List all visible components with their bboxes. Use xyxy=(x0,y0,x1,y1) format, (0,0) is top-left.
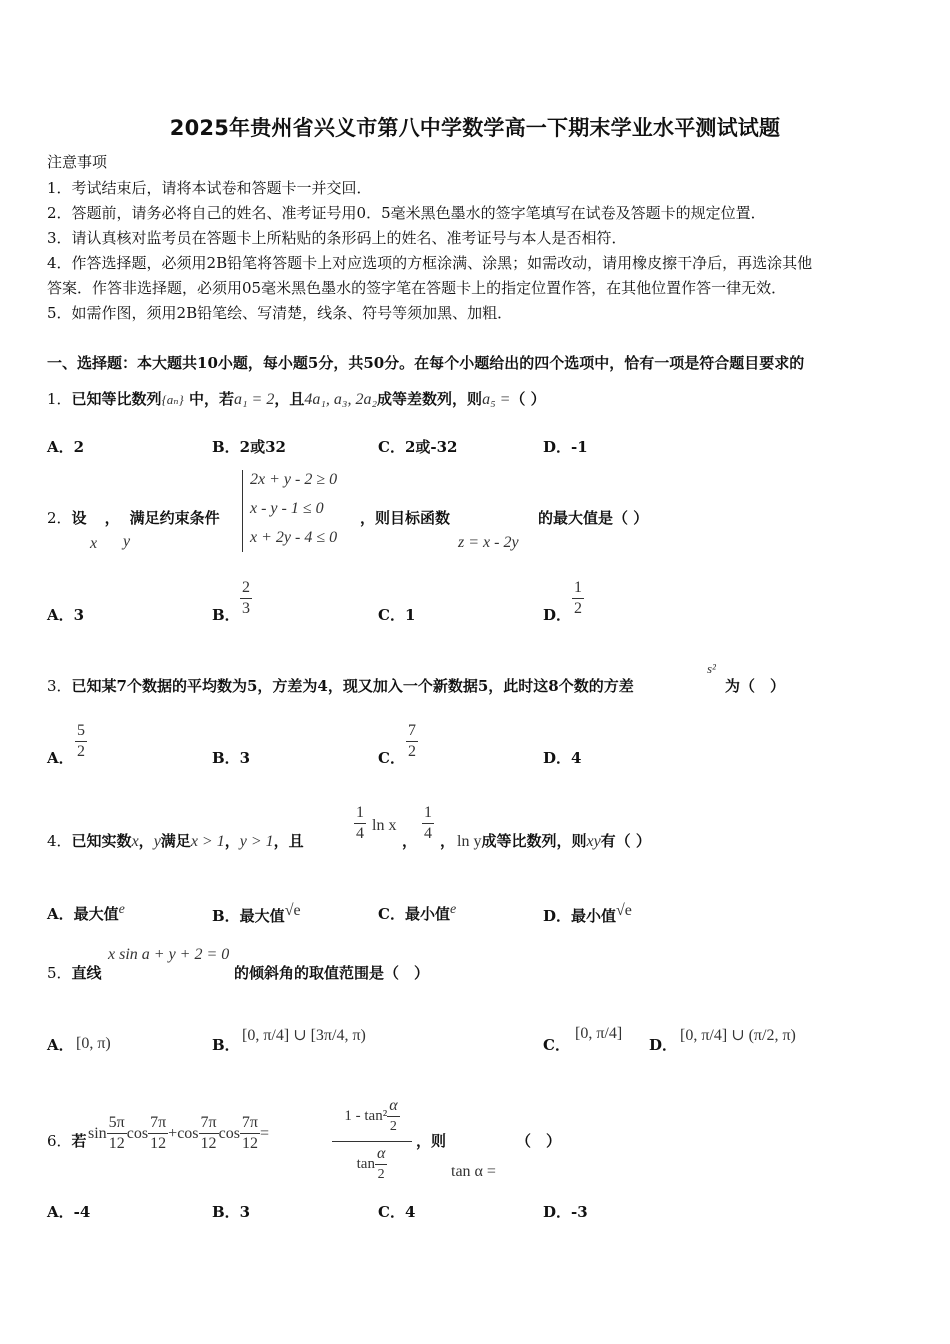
question-3: 3．已知某7个数据的平均数为5，方差为4，现又加入一个新数据5，此时这8个数的方差 xyxy=(47,677,634,695)
question-6: 6．若 xyxy=(47,1132,87,1150)
notice-item: 5．如需作图，须用2B铅笔绘、写清楚，线条、符号等须加黑、加粗． xyxy=(47,304,513,322)
q1-option-c[interactable]: C．2或-32 xyxy=(378,438,458,456)
q2-option-d[interactable]: D． xyxy=(543,606,572,624)
q3-option-b[interactable]: B．3 xyxy=(212,749,251,767)
question-4: 4．已知实数x，y满足x > 1，y > 1，且 xyxy=(47,832,304,850)
q5-text: 的倾斜角的取值范围是（ ） xyxy=(234,964,430,982)
question-1: 1．已知等比数列{aₙ} 中，若a₁ = 2，且4a₁, a₃, 2a₂成等差数列，则a₅ =（ ） xyxy=(47,390,546,408)
q2-var-y: y xyxy=(123,533,131,550)
q4-text: ln y成等比数列，则xy有（ ） xyxy=(457,832,651,850)
q2-constraint-brace xyxy=(242,470,243,552)
q5-option-c[interactable]: C． xyxy=(543,1036,570,1054)
q4-fraction-2: $\frac{1}{4}$ xyxy=(424,804,432,842)
q2-constraint: x + 2y - 4 ≤ 0 xyxy=(250,529,338,546)
q5-option-d[interactable]: D． xyxy=(649,1036,678,1054)
notice-heading: 注意事项 xyxy=(47,153,108,171)
q2-option-c[interactable]: C．1 xyxy=(378,606,416,624)
q3-variance-symbol: s² xyxy=(707,661,716,676)
q5-equation: x sin a + y + 2 = 0 xyxy=(108,946,230,963)
q2-text: ，则目标函数 xyxy=(360,509,451,527)
q3-option-c[interactable]: C． xyxy=(378,749,405,767)
q5-option-a[interactable]: A． xyxy=(47,1036,74,1054)
question-2: 2．设 ， 满足约束条件 xyxy=(47,509,220,527)
q4-option-b[interactable]: B．最大值√e xyxy=(212,902,301,925)
q3-text: 为（ ） xyxy=(725,677,786,695)
notice-item: 3．请认真核对监考员在答题卡上所粘贴的条形码上的姓名、准考证号与本人是否相符． xyxy=(47,229,627,247)
notice-item: 答案．作答非选择题，必须用05毫米黑色墨水的签字笔在答题卡上的指定位置作答，在其他位置作答一律无效． xyxy=(47,279,787,297)
q2-constraint: x - y - 1 ≤ 0 xyxy=(250,500,324,517)
q4-comma: ， xyxy=(402,832,418,850)
q4-ln-x: ln x xyxy=(372,817,397,834)
q6-equation: sin $\frac{5\pi}{12}$ cos $\frac{7\pi}{12}$ +cos $\frac{7\pi}{12}$ cos $\frac{7\pi}{12}$ = xyxy=(88,1114,270,1152)
q6-option-a[interactable]: A．-4 xyxy=(47,1203,91,1221)
notice-item: 4．作答选择题，必须用2B铅笔将答题卡上对应选项的方框涂满、涂黑；如需改动，请用橡皮擦干净后，再选涂其他 xyxy=(47,254,813,272)
q2-option-b[interactable]: B． xyxy=(212,606,240,624)
q2-option-b-fraction: $\frac{2}{3}$ xyxy=(242,579,250,617)
q6-option-c[interactable]: C．4 xyxy=(378,1203,416,1221)
q4-fraction-1: $\frac{1}{4}$ xyxy=(356,804,364,842)
q3-option-a-fraction: $\frac{5}{2}$ xyxy=(77,722,85,760)
notice-item: 1．考试结束后，请将本试卷和答题卡一并交回． xyxy=(47,179,372,197)
q5-option-a-value: [0, π) xyxy=(76,1035,111,1052)
q4-option-d[interactable]: D．最小值√e xyxy=(543,902,632,925)
section-heading: 一、选择题：本大题共10小题，每小题5分，共50分。在每个小题给出的四个选项中，恰有一项是符合题目要求的 xyxy=(47,354,805,372)
q2-objective: z = x - 2y xyxy=(458,534,519,551)
q6-big-fraction: 1 - tan² $\frac{\alpha}{2}$ tan $\frac{\alpha}{2}$ xyxy=(332,1096,412,1185)
q1-option-b[interactable]: B．2或32 xyxy=(212,438,286,456)
q6-option-b[interactable]: B．3 xyxy=(212,1203,251,1221)
q6-target: tan α = xyxy=(451,1163,496,1180)
q5-option-b[interactable]: B． xyxy=(212,1036,240,1054)
q4-comma: ， xyxy=(440,832,456,850)
q5-option-d-value: [0, π/4] ∪ (π/2, π) xyxy=(680,1027,796,1044)
q3-option-a[interactable]: A． xyxy=(47,749,74,767)
q2-option-a[interactable]: A．3 xyxy=(47,606,85,624)
q1-option-a[interactable]: A．2 xyxy=(47,438,85,456)
q3-option-c-fraction: $\frac{7}{2}$ xyxy=(408,722,416,760)
q2-text: 的最大值是（ ） xyxy=(538,509,649,527)
q6-text: ，则 xyxy=(416,1132,447,1150)
q6-paren: （ ） xyxy=(516,1132,562,1150)
notice-item: 2．答题前，请务必将自己的姓名、准考证号用0．5毫米黑色墨水的签字笔填写在试卷及答题卡的规定位置． xyxy=(47,204,766,222)
q4-option-a[interactable]: A．最大值e xyxy=(47,902,125,923)
q5-option-b-value: [0, π/4] ∪ [3π/4, π) xyxy=(242,1027,366,1044)
q6-option-d[interactable]: D．-3 xyxy=(543,1203,588,1221)
q2-option-d-fraction: $\frac{1}{2}$ xyxy=(574,579,582,617)
q3-option-d[interactable]: D．4 xyxy=(543,749,582,767)
question-5: 5．直线 xyxy=(47,964,102,982)
q2-var-x: x xyxy=(90,535,98,552)
q4-option-c[interactable]: C．最小值e xyxy=(378,902,457,923)
q1-option-d[interactable]: D．-1 xyxy=(543,438,588,456)
page-title: 2025年贵州省兴义市第八中学数学高一下期末学业水平测试试题 xyxy=(169,116,781,140)
q5-option-c-value: [0, π/4] xyxy=(575,1025,623,1042)
q2-constraint: 2x + y - 2 ≥ 0 xyxy=(250,471,338,488)
